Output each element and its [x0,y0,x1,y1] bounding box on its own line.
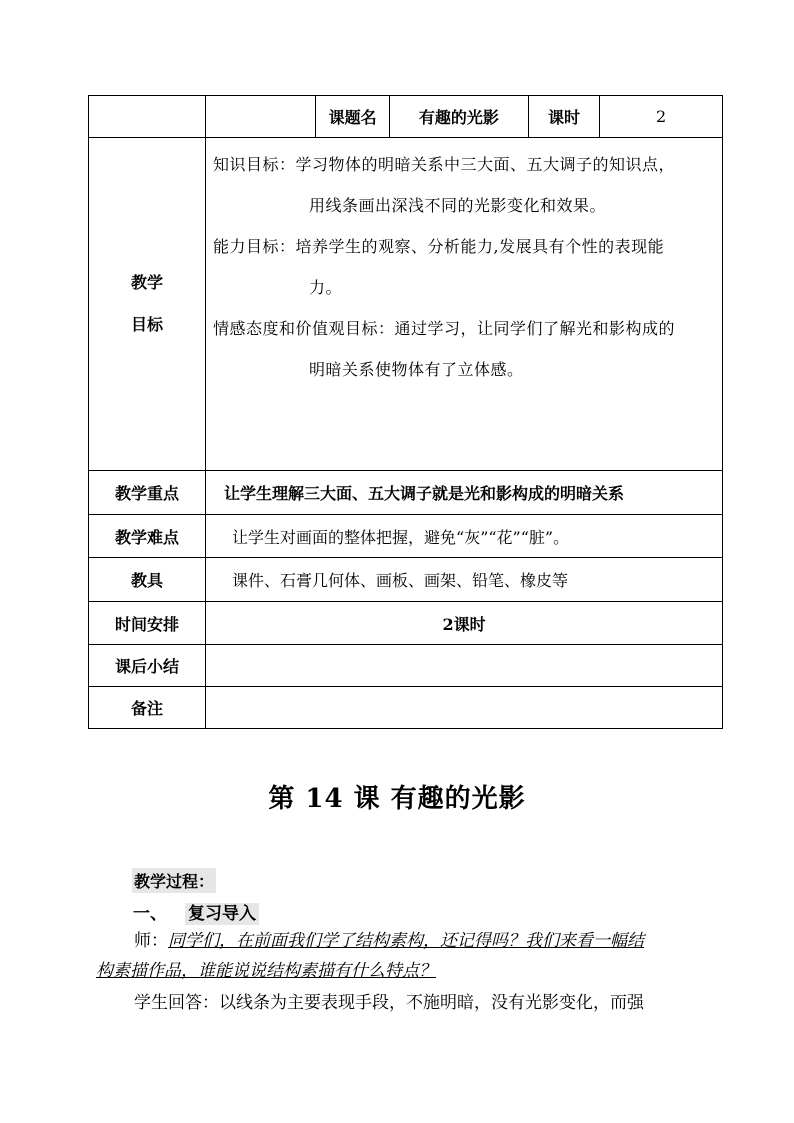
lesson-plan-table [88,95,723,729]
course-name-label: 课题名 [316,96,390,138]
student-answer: 学生回答：以线条为主要表现手段，不施明暗，没有光影变化，而强 [134,993,644,1013]
course-name-value: 有趣的光影 [390,96,529,138]
header-empty-cell-2 [206,96,316,138]
teacher-line1 [96,926,716,956]
hours-value: 2 [600,96,723,138]
teacher-speaker: 师： [134,931,168,951]
knowledge-goal-line1: 知识目标：学习物体的明暗关系中三大面、五大调子的知识点， [213,155,676,174]
tools-value: 课件、石膏几何体、画板、画架、铅笔、橡皮等 [206,558,723,602]
table-row-summary [89,645,723,687]
schedule-value: 2课时 [206,602,723,645]
goals-label-line2: 目标 [131,315,164,334]
goals-label [89,262,205,346]
emotion-goal-line2: 明暗关系使物体有了立体感。 [309,360,524,379]
teacher-line2 [96,956,716,986]
summary-label: 课后小结 [89,645,206,687]
table-row-key-point [89,471,723,515]
table-row-goals [89,138,723,471]
tools-label: 教具 [89,558,206,602]
header-empty-cell-1 [89,96,206,138]
difficulty-value: 让学生对画面的整体把握，避免“灰”“花”“脏”。 [206,515,723,558]
goals-label-line1: 教学 [131,273,164,292]
key-point-label: 教学重点 [89,471,206,515]
process-label: 教学过程： [132,868,216,893]
section-1-number: 一、 [133,904,167,924]
goals-content-cell [206,138,723,471]
ability-goal-line1: 能力目标：培养学生的观察、分析能力,发展具有个性的表现能 [213,237,665,256]
section-1-heading [133,899,259,924]
remarks-value [206,687,723,729]
remarks-label: 备注 [89,687,206,729]
lesson-title: 第 14 课 有趣的光影 [268,784,526,814]
teacher-text-line1: 同学们，在前面我们学了结构素构，还记得吗？我们来看一幅结 [168,931,644,951]
section-1-title: 复习导入 [185,903,259,925]
summary-value [206,645,723,687]
goals-label-cell [89,138,206,471]
hours-label: 课时 [528,96,600,138]
knowledge-goal-line2: 用线条画出深浅不同的光影变化和效果。 [309,196,607,215]
emotion-goal-line1: 情感态度和价值观目标：通过学习，让同学们了解光和影构成的 [213,319,676,338]
teacher-text-line2: 构素描作品，谁能说说结构素描有什么特点？ [96,961,436,981]
table-row-schedule [89,602,723,645]
ability-goal-line2: 力。 [309,278,343,297]
key-point-value: 让学生理解三大面、五大调子就是光和影构成的明暗关系 [206,471,723,515]
table-row-remarks [89,687,723,729]
teacher-paragraph [96,926,716,986]
difficulty-label: 教学难点 [89,515,206,558]
table-row-tools [89,558,723,602]
table-row-header [89,96,723,138]
table-row-difficulty [89,515,723,558]
schedule-label: 时间安排 [89,602,206,645]
